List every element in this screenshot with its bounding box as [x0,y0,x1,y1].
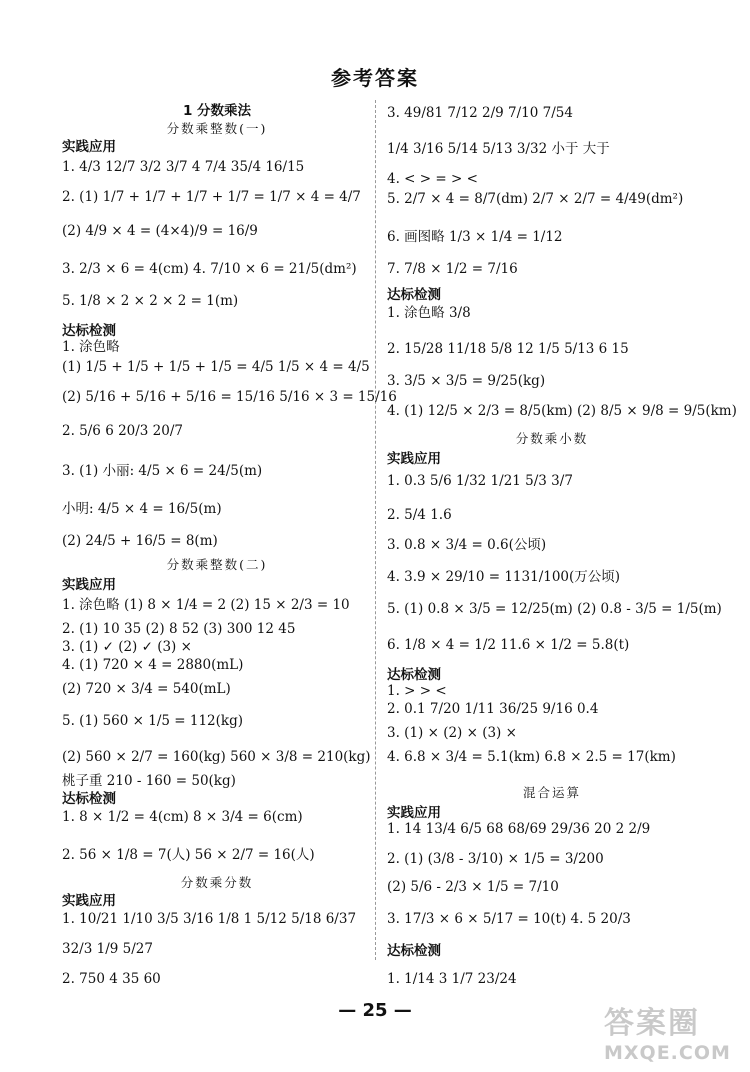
answer-line: 5. 2/7 × 4 = 8/7(dm) 2/7 × 2/7 = 4/49(dm²) [387,191,684,207]
watermark-cn: 答案圈 [604,1006,700,1041]
answer-line: 2. 56 × 1/8 = 7(人) 56 × 2/7 = 16(人) [62,847,315,863]
answer-line: 1. 8 × 1/2 = 4(cm) 8 × 3/4 = 6(cm) [62,809,303,825]
column-divider [375,100,376,960]
answer-line: (2) 24/5 + 16/5 = 8(m) [62,533,218,549]
answer-line: 1. 10/21 1/10 3/5 3/16 1/8 1 5/12 5/18 6/37 [62,911,357,927]
answer-line: 3. (1) × (2) × (3) × [387,725,517,741]
answer-line: 1. 0.3 5/6 1/32 1/21 5/3 3/7 [387,473,573,489]
answer-line: 4. 6.8 × 3/4 = 5.1(km) 6.8 × 2.5 = 17(km) [387,749,676,765]
answer-line: 32/3 1/9 5/27 [62,941,153,957]
answer-line: (2) 5/16 + 5/16 + 5/16 = 15/16 5/16 × 3 = 15/16 [62,389,397,405]
answer-line: 4. < > = > < [387,171,478,187]
answer-line: 2. (1) (3/8 - 3/10) × 1/5 = 3/200 [387,851,604,867]
answer-line: 3. 3/5 × 3/5 = 9/25(kg) [387,373,546,389]
answer-line: 3. (1) ✓ (2) ✓ (3) × [62,639,192,655]
watermark-en: MXQE.COM [604,1042,731,1064]
answer-line: 3. (1) 小丽: 4/5 × 6 = 24/5(m) [62,463,263,479]
answer-line: 小明: 4/5 × 4 = 16/5(m) [62,501,222,517]
section-heading: 达标检测 [387,943,441,959]
answer-line: (2) 4/9 × 4 = (4×4)/9 = 16/9 [62,223,258,239]
answer-line: 桃子重 210 - 160 = 50(kg) [62,773,236,789]
section-heading: 达标检测 [387,287,441,303]
section-heading: 达标检测 [62,323,116,339]
answer-line: 7. 7/8 × 1/2 = 7/16 [387,261,518,277]
chapter-title: 分数乘分数 [180,875,254,890]
answer-line: 5. (1) 0.8 × 3/5 = 12/25(m) (2) 0.8 - 3/5 = 1/5(m) [387,601,722,617]
answer-line: 2. 5/4 1.6 [387,507,452,523]
answer-line: 2. 0.1 7/20 1/11 36/25 9/16 0.4 [387,701,599,717]
answer-line: 1. 1/14 3 1/7 23/24 [387,971,517,987]
chapter-title: 分数乘小数 [515,431,589,446]
answer-line: 6. 1/8 × 4 = 1/2 11.6 × 1/2 = 5.8(t) [387,637,630,653]
section-heading: 达标检测 [387,667,441,683]
page-title: 参考答案 [331,66,419,90]
answer-line: 2. 15/28 11/18 5/8 12 1/5 5/13 6 15 [387,341,629,357]
answer-line: 3. 17/3 × 6 × 5/17 = 10(t) 4. 5 20/3 [387,911,631,927]
section-heading: 实践应用 [62,139,116,155]
section-heading: 实践应用 [387,805,441,821]
watermark-logo [604,998,744,1068]
answer-line: 2. 5/6 6 20/3 20/7 [62,423,183,439]
section-heading: 实践应用 [62,893,116,909]
answer-line: 4. (1) 12/5 × 2/3 = 8/5(km) (2) 8/5 × 9/8 = 9/5(km) [387,403,737,419]
section-heading: 达标检测 [62,791,116,807]
answer-line: 5. (1) 560 × 1/5 = 112(kg) [62,713,243,729]
answer-line: 1. 涂色略 [62,339,120,355]
answer-line: 2. (1) 10 35 (2) 8 52 (3) 300 12 45 [62,621,296,637]
answer-line: 1. 涂色略 (1) 8 × 1/4 = 2 (2) 15 × 2/3 = 10 [62,597,350,613]
answer-line: 1. 涂色略 3/8 [387,305,471,321]
answer-line: 1. 14 13/4 6/5 68 68/69 29/36 20 2 2/9 [387,821,651,837]
chapter-title: 1 分数乘法 [182,103,252,119]
answer-line: 6. 画图略 1/3 × 1/4 = 1/12 [387,229,563,245]
answer-line: 1. 4/3 12/7 3/2 3/7 4 7/4 35/4 16/15 [62,159,305,175]
answer-line: 5. 1/8 × 2 × 2 × 2 = 1(m) [62,293,239,309]
answer-line: (2) 560 × 2/7 = 160(kg) 560 × 3/8 = 210(kg) [62,749,371,765]
chapter-title: 混合运算 [522,785,581,800]
answer-line: 3. 0.8 × 3/4 = 0.6(公顷) [387,537,547,553]
answer-line: 4. (1) 720 × 4 = 2880(mL) [62,657,244,673]
answer-line: (1) 1/5 + 1/5 + 1/5 + 1/5 = 4/5 1/5 × 4 = 4/5 [62,359,370,375]
answer-line: 2. 750 4 35 60 [62,971,161,987]
answer-line: 1/4 3/16 5/14 5/13 3/32 小于 大于 [387,141,610,157]
answer-line: 3. 49/81 7/12 2/9 7/10 7/54 [387,105,573,121]
answer-line: 3. 2/3 × 6 = 4(cm) 4. 7/10 × 6 = 21/5(dm²) [62,261,357,277]
chapter-title: 分数乘整数(二) [166,557,268,572]
answer-line: (2) 720 × 3/4 = 540(mL) [62,681,231,697]
answer-line: 1. > > < [387,683,447,699]
section-heading: 实践应用 [387,451,441,467]
section-heading: 实践应用 [62,577,116,593]
page-number: — 25 — [338,1000,412,1021]
answer-line: 2. (1) 1/7 + 1/7 + 1/7 + 1/7 = 1/7 × 4 = 4/7 [62,189,361,205]
answer-line: (2) 5/6 - 2/3 × 1/5 = 7/10 [387,879,559,895]
chapter-title: 分数乘整数(一) [166,121,268,136]
answer-line: 4. 3.9 × 29/10 = 1131/100(万公顷) [387,569,621,585]
